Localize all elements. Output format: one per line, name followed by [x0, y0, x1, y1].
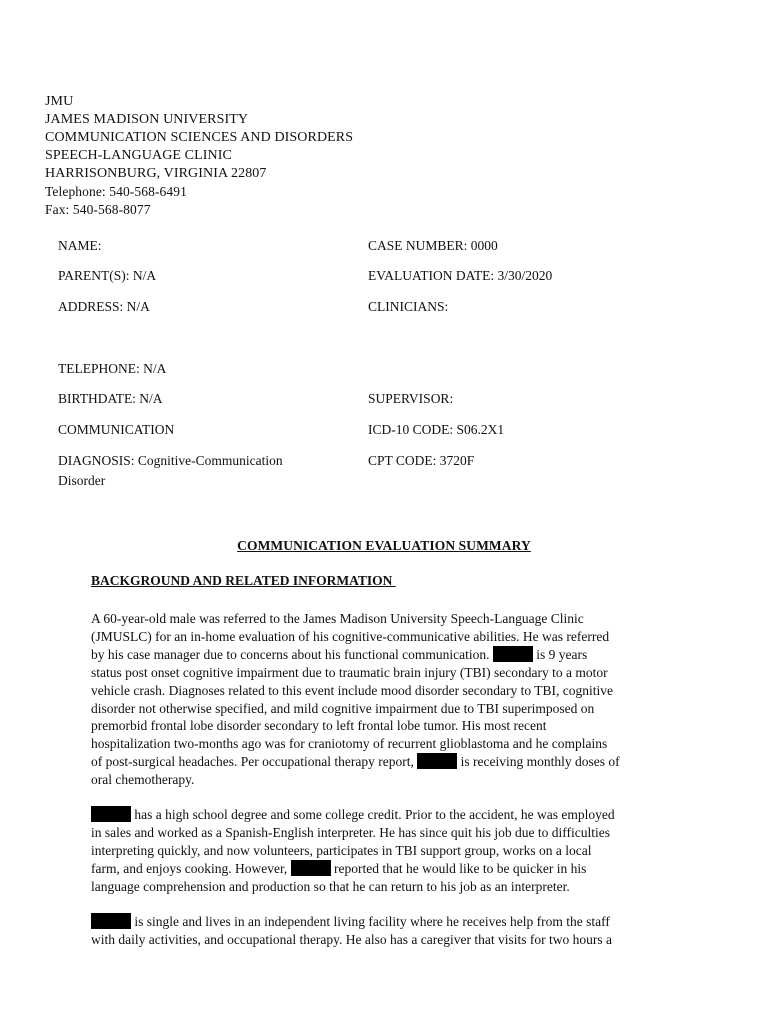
text-line: interpreting quickly, and now volunteers, participates in TBI support group, works on a local	[91, 842, 592, 858]
diagnosis-line: DIAGNOSIS: Cognitive-Communication	[58, 453, 283, 468]
text-line: (JMUSLC) for an in-home evaluation of his cognitive-communicative abilities. He was referred	[91, 628, 610, 644]
text-line	[91, 913, 691, 931]
address-field: ADDRESS: N/A	[58, 299, 150, 314]
background-paragraph-1	[91, 610, 691, 789]
background-paragraph-3	[91, 913, 691, 949]
redaction-box	[417, 753, 457, 769]
telephone-field: TELEPHONE: N/A	[58, 361, 167, 376]
background-heading: BACKGROUND AND RELATED INFORMATION	[91, 573, 396, 588]
diagnosis-field	[58, 451, 328, 491]
supervisor-field: SUPERVISOR:	[368, 391, 454, 406]
text-line	[91, 753, 691, 771]
redaction-box	[91, 806, 131, 822]
info-row	[58, 420, 698, 440]
info-row	[58, 451, 698, 488]
text-line: premorbid frontal lobe disorder secondary to left frontal lobe tumor. His most recent	[91, 718, 547, 734]
redaction-box	[91, 913, 131, 929]
info-row	[58, 236, 698, 256]
letterhead-telephone: Telephone: 540-568-6491	[45, 184, 187, 199]
cpt-code-field: CPT CODE: 3720F	[368, 453, 475, 468]
text-segment: is receiving monthly doses of	[460, 754, 620, 770]
communication-label: COMMUNICATION	[58, 422, 175, 437]
icd-code-field: ICD-10 CODE: S06.2X1	[368, 422, 505, 437]
text-line: in sales and worked as a Spanish-English interpreter. He has since quit his job due to difficulties	[91, 824, 611, 840]
text-line: status post onset cognitive impairment due to traumatic brain injury (TBI) secondary to a motor	[91, 664, 608, 680]
parents-field: PARENT(S): N/A	[58, 268, 157, 283]
text-line: with daily activities, and occupational therapy. He also has a caregiver that visits for two hours a	[91, 931, 612, 947]
text-line: language comprehension and production so that he can return to his job as an interpreter.	[91, 878, 570, 894]
birthdate-field: BIRTHDATE: N/A	[58, 391, 163, 406]
letterhead-abbreviation: JMU	[45, 94, 74, 109]
evaluation-date-field: EVALUATION DATE: 3/30/2020	[368, 268, 553, 283]
text-line: A 60-year-old male was referred to the James Madison University Speech-Language Clinic	[91, 611, 584, 626]
redaction-box	[493, 646, 533, 662]
text-segment: is single and lives in an independent living facility where he receives help from the staff	[134, 914, 610, 929]
letterhead-fax: Fax: 540-568-8077	[45, 202, 151, 217]
text-line: vehicle crash. Diagnoses related to this event include mood disorder secondary to TBI, cognitive	[91, 682, 613, 698]
clinicians-field: CLINICIANS:	[368, 299, 449, 314]
letterhead-clinic: SPEECH-LANGUAGE CLINIC	[45, 148, 232, 163]
name-field: NAME:	[58, 238, 102, 253]
letterhead-city: HARRISONBURG, VIRGINIA 22807	[45, 166, 267, 181]
summary-title: COMMUNICATION EVALUATION SUMMARY	[237, 538, 531, 553]
text-line	[91, 646, 691, 664]
background-paragraph-2	[91, 806, 691, 896]
letterhead	[45, 93, 445, 219]
case-number-field: CASE NUMBER: 0000	[368, 238, 498, 253]
text-line	[91, 806, 691, 824]
info-row	[58, 297, 698, 317]
info-row	[58, 389, 698, 409]
text-line	[91, 860, 691, 878]
diagnosis-line: Disorder	[58, 473, 106, 488]
text-segment: is 9 years	[536, 646, 588, 662]
info-row	[58, 359, 698, 379]
text-segment: farm, and enjoys cooking. However,	[91, 860, 288, 876]
text-line: oral chemotherapy.	[91, 772, 195, 788]
letterhead-university: JAMES MADISON UNIVERSITY	[45, 112, 249, 127]
text-segment: reported that he would like to be quicker in his	[334, 860, 587, 876]
text-segment: of post-surgical headaches. Per occupational therapy report,	[91, 754, 414, 770]
text-segment: by his case manager due to concerns about his functional communication.	[91, 646, 490, 662]
text-line: hospitalization two-months ago was for craniotomy of recurrent glioblastoma and he complains	[91, 736, 608, 752]
info-row	[58, 266, 698, 286]
redaction-box	[291, 860, 331, 876]
text-segment: has a high school degree and some college credit. Prior to the accident, he was employed	[134, 807, 615, 822]
text-line: disorder not otherwise specified, and mild cognitive impairment due to TBI superimposed on	[91, 700, 595, 716]
letterhead-department: COMMUNICATION SCIENCES AND DISORDERS	[45, 130, 354, 145]
